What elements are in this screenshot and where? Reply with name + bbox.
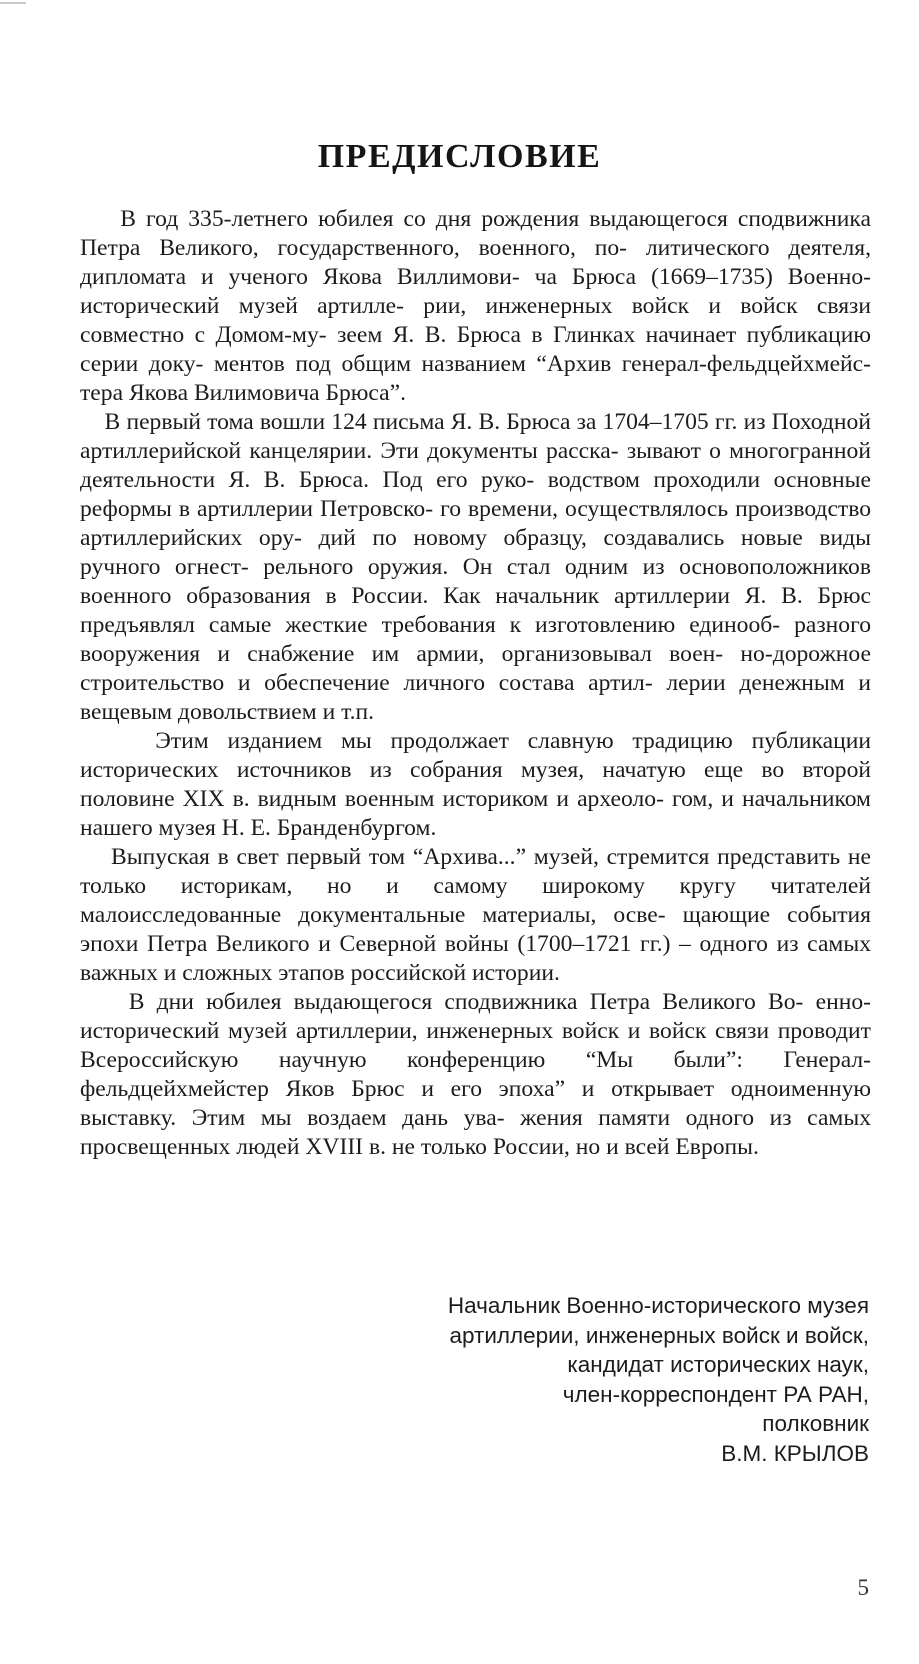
text-line: тера Якова Вилимовича Брюса”. bbox=[80, 380, 407, 406]
paragraph bbox=[80, 205, 871, 408]
paragraph bbox=[80, 408, 871, 727]
page-title: ПРЕДИСЛОВИЕ bbox=[317, 138, 602, 175]
paragraph bbox=[80, 843, 871, 988]
text-line: только России, но и всей Европы. bbox=[420, 1134, 759, 1160]
text-line: жения памяти одного из самых просвещенных людей XVIII в. не bbox=[80, 1105, 871, 1160]
text-line: российской истории. bbox=[350, 960, 560, 986]
text-line: рии, инженерных войск и войск связи совместно с Домом-му- bbox=[80, 293, 871, 348]
text-line: сподвижника Петра Великого, государственного, военного, по- bbox=[80, 206, 871, 261]
preface-body bbox=[80, 205, 871, 1162]
text-line: представить не только историкам, но и самому широкому кругу bbox=[80, 844, 871, 899]
text-line: енно-исторический музей артиллерии, инженерных войск и bbox=[80, 989, 871, 1044]
text-line: исторических источников из собрания музея, начатую еще во bbox=[80, 757, 785, 783]
text-line: В дни юбилея выдающегося сподвижника Петра Великого Во- bbox=[80, 989, 804, 1015]
text-line: рельного оружия. Он стал одним из основоположников военного bbox=[80, 554, 871, 609]
signature-line: В.М. КРЫЛОВ bbox=[721, 1440, 869, 1466]
signature-line: Начальник Военно-исторического музея bbox=[447, 1293, 869, 1318]
text-line: ментов под общим названием “Архив генерал-фельдцейхмейс- bbox=[213, 351, 872, 377]
text-line: водством проходили основные реформы в артиллерии Петровско- bbox=[80, 467, 871, 522]
text-line: ча Брюса (1669–1735) Военно-исторический музей артилле- bbox=[80, 264, 871, 319]
text-line: из Походной артиллерийской канцелярии. Эти документы расска- bbox=[80, 409, 871, 464]
text-line: Этим изданием мы продолжает славную традицию публикации bbox=[80, 728, 871, 754]
text-line: дий по новому образцу, создавались новые виды ручного огнест- bbox=[80, 525, 871, 580]
text-line: лерии денежным и вещевым довольствием и т.п. bbox=[80, 670, 871, 725]
text-line: В год 335-летнего юбилея со дня рождения выдающегося bbox=[80, 206, 728, 232]
signature-line: артиллерии, инженерных войск и войск, bbox=[449, 1322, 869, 1348]
text-line: читателей малоисследованные документальные материалы, осве- bbox=[80, 873, 871, 928]
signature-block bbox=[448, 1291, 869, 1468]
scan-artifact-mark bbox=[0, 2, 26, 4]
text-line: образования в России. Как начальник артиллерии Я. В. Брюс bbox=[186, 583, 871, 609]
text-line: (1700–1721 гг.) – одного из самых важных и сложных этапов bbox=[80, 931, 871, 986]
text-line: Выпуская в свет первый том “Архива...” музей, стремится bbox=[80, 844, 710, 870]
text-line: “Мы были”: Генерал-фельдцейхмейстер Яков Брюс и его эпоха” bbox=[80, 1047, 872, 1102]
text-line: разного вооружения и снабжение им армии, организовывал воен- bbox=[80, 612, 871, 667]
text-line: но-дорожное строительство и обеспечение личного состава артил- bbox=[80, 641, 871, 696]
text-line: и открывает одноименную выставку. Этим мы воздаем дань ува- bbox=[80, 1076, 871, 1131]
text-line: зеем Я. В. Брюса в Глинках начинает публикацию серии доку- bbox=[80, 322, 872, 377]
text-line: предъявлял самые жесткие требования к изготовлению единооб- bbox=[80, 612, 781, 638]
text-line: второй половине XIX в. видным военным историком и археоло- bbox=[80, 757, 871, 812]
signature-line: полковник bbox=[762, 1411, 869, 1436]
page-number: 5 bbox=[857, 1575, 869, 1600]
text-line: зывают о многогранной деятельности Я. В. Брюса. Под его руко- bbox=[80, 438, 871, 493]
signature-line: кандидат исторических наук, bbox=[567, 1352, 869, 1377]
text-line: литического деятеля, дипломата и ученого Якова Виллимови- bbox=[80, 235, 871, 290]
text-line: войск связи проводит Всероссийскую научную конференцию bbox=[80, 1018, 871, 1073]
text-line: щающие события эпохи Петра Великого и Северной войны bbox=[80, 902, 871, 957]
paragraph bbox=[80, 727, 871, 843]
signature-line: член-корреспондент РА РАН, bbox=[562, 1381, 869, 1407]
text-line: го времени, осуществлялось производство артиллерийских ору- bbox=[80, 496, 871, 551]
text-line: В первый тома вошли 124 письма Я. В. Брюса за 1704–1705 гг. bbox=[80, 409, 738, 435]
paragraph bbox=[80, 988, 871, 1162]
text-line: гом, и начальником нашего музея Н. Е. Бранденбургом. bbox=[80, 786, 871, 841]
